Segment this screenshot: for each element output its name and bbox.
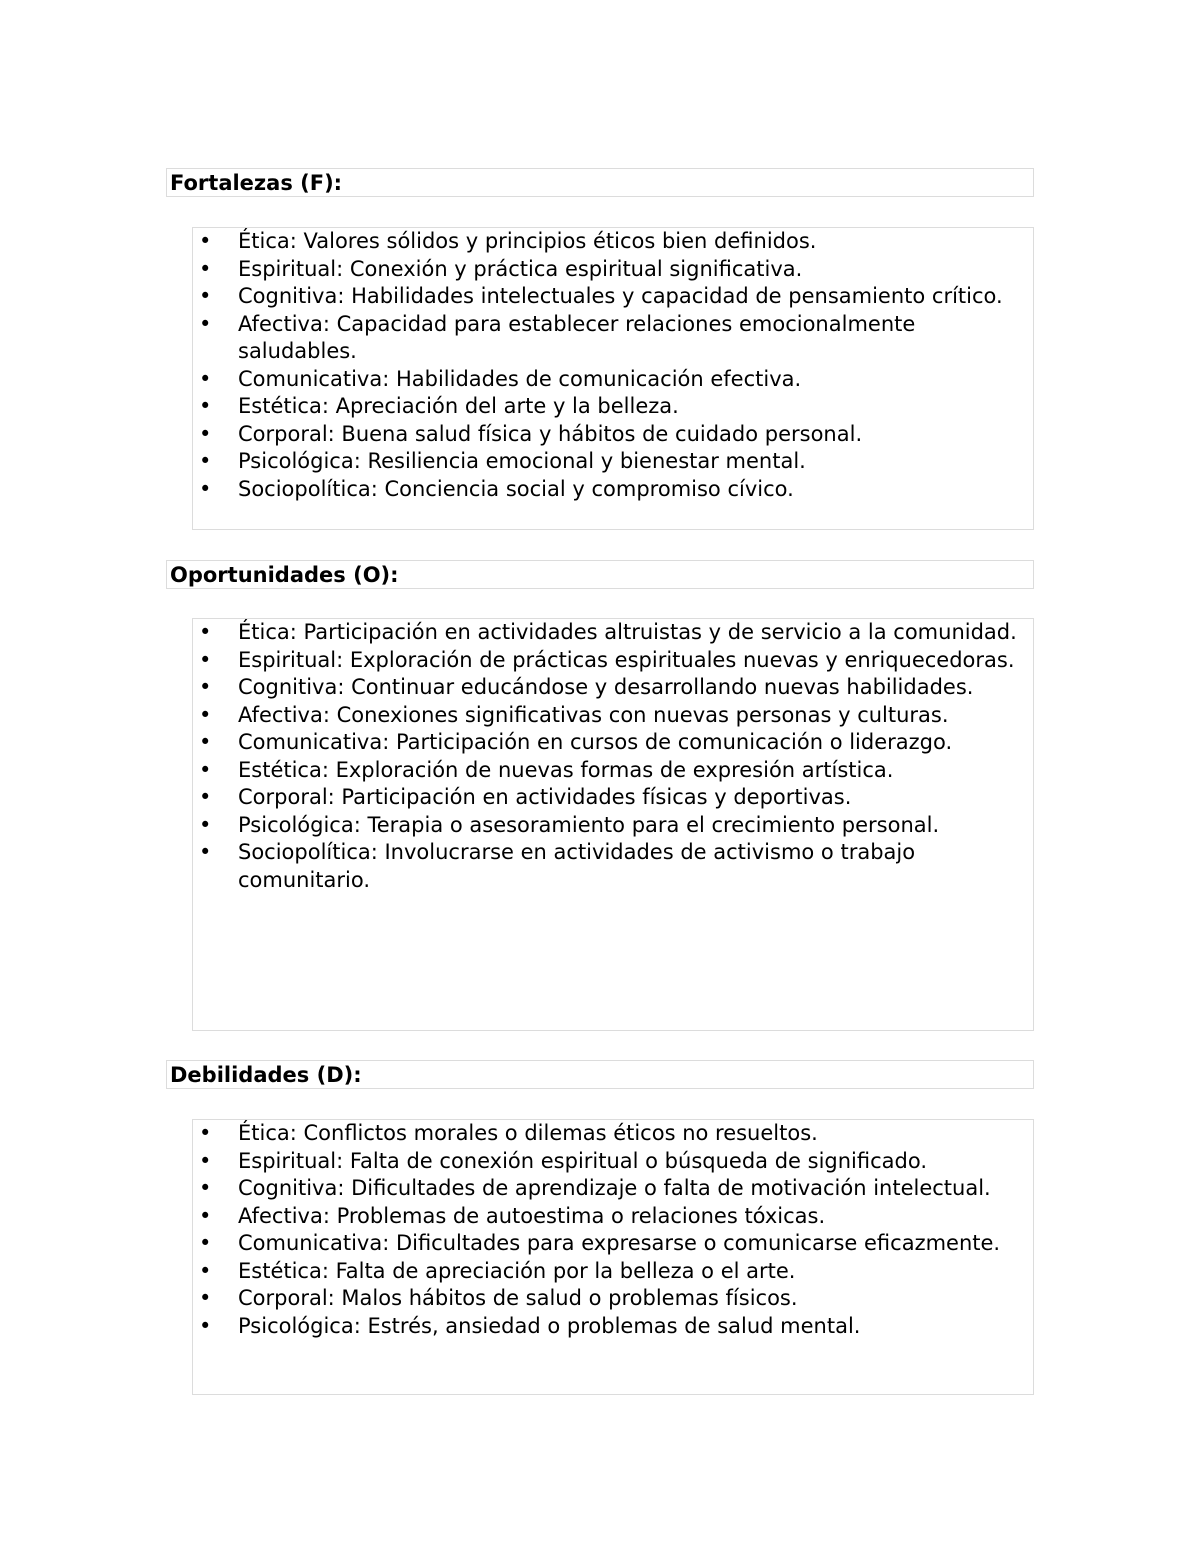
list-item: • Sociopolítica: Conciencia social y compromiso cívico.: [193, 476, 1033, 504]
list-item: • Espiritual: Exploración de prácticas espirituales nuevas y enriquecedoras.: [193, 647, 1033, 675]
list-item: • Afectiva: Problemas de autoestima o relaciones tóxicas.: [193, 1203, 1033, 1231]
list-item: • Cognitiva: Habilidades intelectuales y capacidad de pensamiento crítico.: [193, 283, 1033, 311]
list-item: • Sociopolítica: Involucrarse en actividades de activismo o trabajo comunitario.: [193, 839, 1033, 894]
list-item: • Psicológica: Estrés, ansiedad o problemas de salud mental.: [193, 1313, 1033, 1341]
list-item: • Ética: Participación en actividades altruistas y de servicio a la comunidad.: [193, 619, 1033, 647]
list-item: • Afectiva: Conexiones significativas con nuevas personas y culturas.: [193, 702, 1033, 730]
list-item: • Estética: Exploración de nuevas formas de expresión artística.: [193, 757, 1033, 785]
list-item: • Comunicativa: Dificultades para expresarse o comunicarse eficazmente.: [193, 1230, 1033, 1258]
list-item: • Ética: Valores sólidos y principios éticos bien definidos.: [193, 228, 1033, 256]
list-item: • Corporal: Malos hábitos de salud o problemas físicos.: [193, 1285, 1033, 1313]
list-item: • Estética: Falta de apreciación por la belleza o el arte.: [193, 1258, 1033, 1286]
list-item: • Corporal: Buena salud física y hábitos de cuidado personal.: [193, 421, 1033, 449]
list-item: • Espiritual: Falta de conexión espiritual o búsqueda de significado.: [193, 1148, 1033, 1176]
list-item: • Espiritual: Conexión y práctica espiritual significativa.: [193, 256, 1033, 284]
list-item: • Corporal: Participación en actividades físicas y deportivas.: [193, 784, 1033, 812]
list-item: • Ética: Conflictos morales o dilemas éticos no resueltos.: [193, 1120, 1033, 1148]
list-item: • Afectiva: Capacidad para establecer relaciones emocionalmente saludables.: [193, 311, 1033, 366]
list-item: • Comunicativa: Participación en cursos de comunicación o liderazgo.: [193, 729, 1033, 757]
section-heading-oportunidades: Oportunidades (O):: [166, 560, 1034, 589]
list-fortalezas: [192, 227, 1034, 530]
list-item: • Psicológica: Terapia o asesoramiento para el crecimiento personal.: [193, 812, 1033, 840]
list-item: • Estética: Apreciación del arte y la belleza.: [193, 393, 1033, 421]
list-item: • Comunicativa: Habilidades de comunicación efectiva.: [193, 366, 1033, 394]
section-heading-debilidades: Debilidades (D):: [166, 1060, 1034, 1089]
list-debilidades: [192, 1119, 1034, 1395]
section-heading-fortalezas: Fortalezas (F):: [166, 168, 1034, 197]
list-oportunidades: [192, 618, 1034, 1031]
list-item: • Cognitiva: Continuar educándose y desarrollando nuevas habilidades.: [193, 674, 1033, 702]
list-item: • Cognitiva: Dificultades de aprendizaje o falta de motivación intelectual.: [193, 1175, 1033, 1203]
list-item: • Psicológica: Resiliencia emocional y bienestar mental.: [193, 448, 1033, 476]
